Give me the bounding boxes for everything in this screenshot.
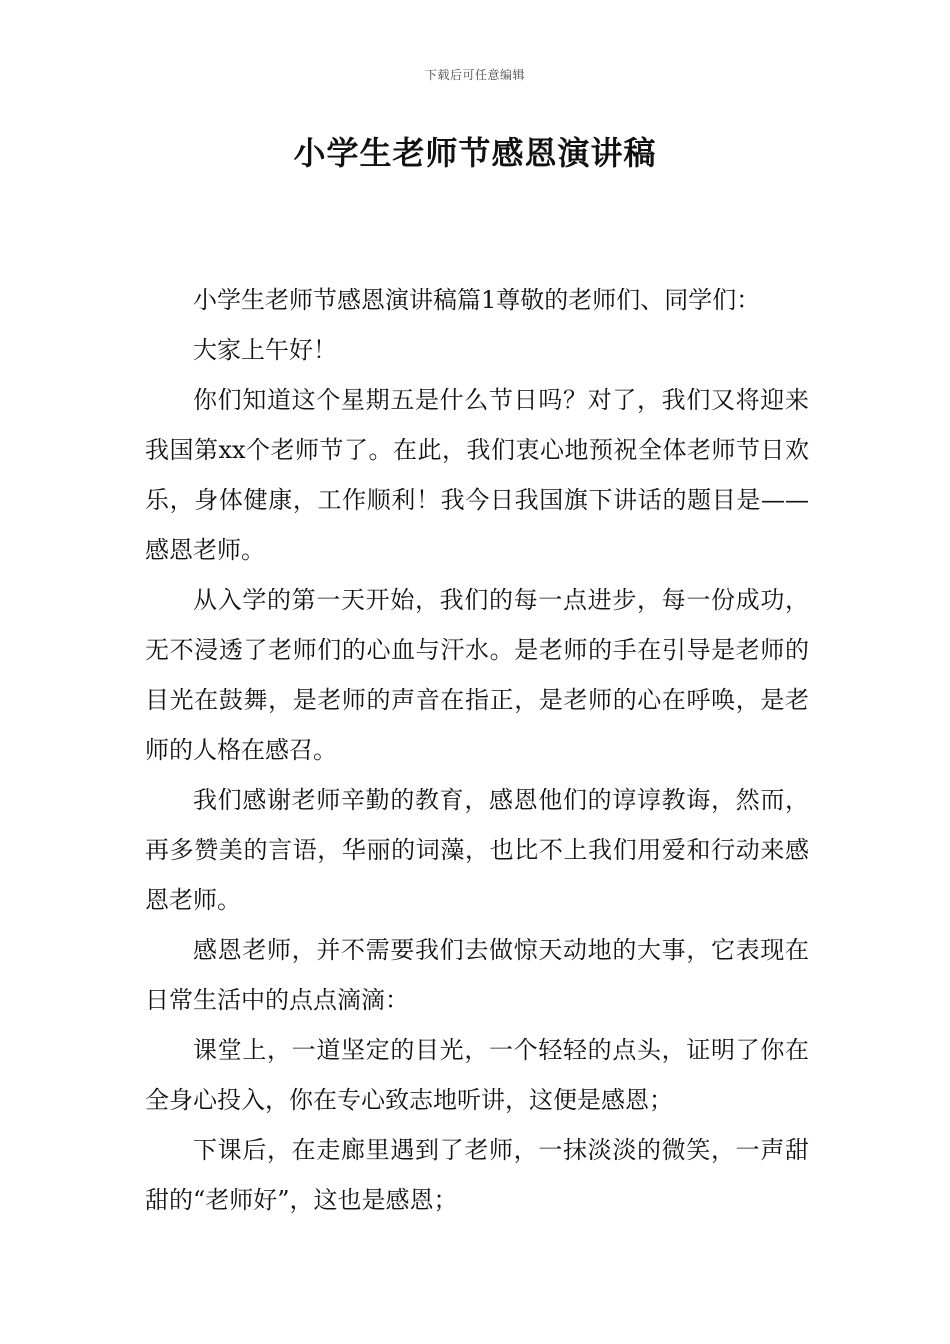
document-body [145, 275, 809, 1225]
header-note: 下载后可任意编辑 [424, 68, 525, 82]
paragraph-greeting: 小学生老师节感恩演讲稿篇1尊敬的老师们、同学们： [193, 286, 761, 314]
paragraph-intro: 你们知道这个星期五是什么节日吗？对了，我们又将迎来我国第xx个老师节了。在此，我们衷心地预祝全体老师节日欢乐，身体健康，工作顺利！我今日我国旗下讲话的题目是——感恩老师。 [145, 386, 809, 564]
paragraph-after-class: 下课后，在走廊里遇到了老师，一抹淡淡的微笑，一声甜甜的“老师好”，这也是感恩； [145, 1136, 809, 1214]
document-title: 小学生老师节感恩演讲稿 [293, 134, 657, 172]
paragraph-salutation: 大家上午好！ [193, 336, 337, 364]
paragraph-thanks: 我们感谢老师辛勤的教育，感恩他们的谆谆教诲，然而，再多赞美的言语，华丽的词藻，也比不上我们用爱和行动来感恩老师。 [145, 786, 809, 914]
paragraph-classroom: 课堂上，一道坚定的目光，一个轻轻的点头，证明了你在全身心投入，你在专心致志地听讲，这便是感恩； [145, 1036, 809, 1114]
paragraph-daily-life: 感恩老师，并不需要我们去做惊天动地的大事，它表现在日常生活中的点点滴滴： [145, 936, 809, 1014]
paragraph-progress: 从入学的第一天开始，我们的每一点进步，每一份成功，无不浸透了老师们的心血与汗水。是老师的手在引导是老师的目光在鼓舞，是老师的声音在指正，是老师的心在呼唤，是老师的人格在感召。 [145, 586, 809, 764]
